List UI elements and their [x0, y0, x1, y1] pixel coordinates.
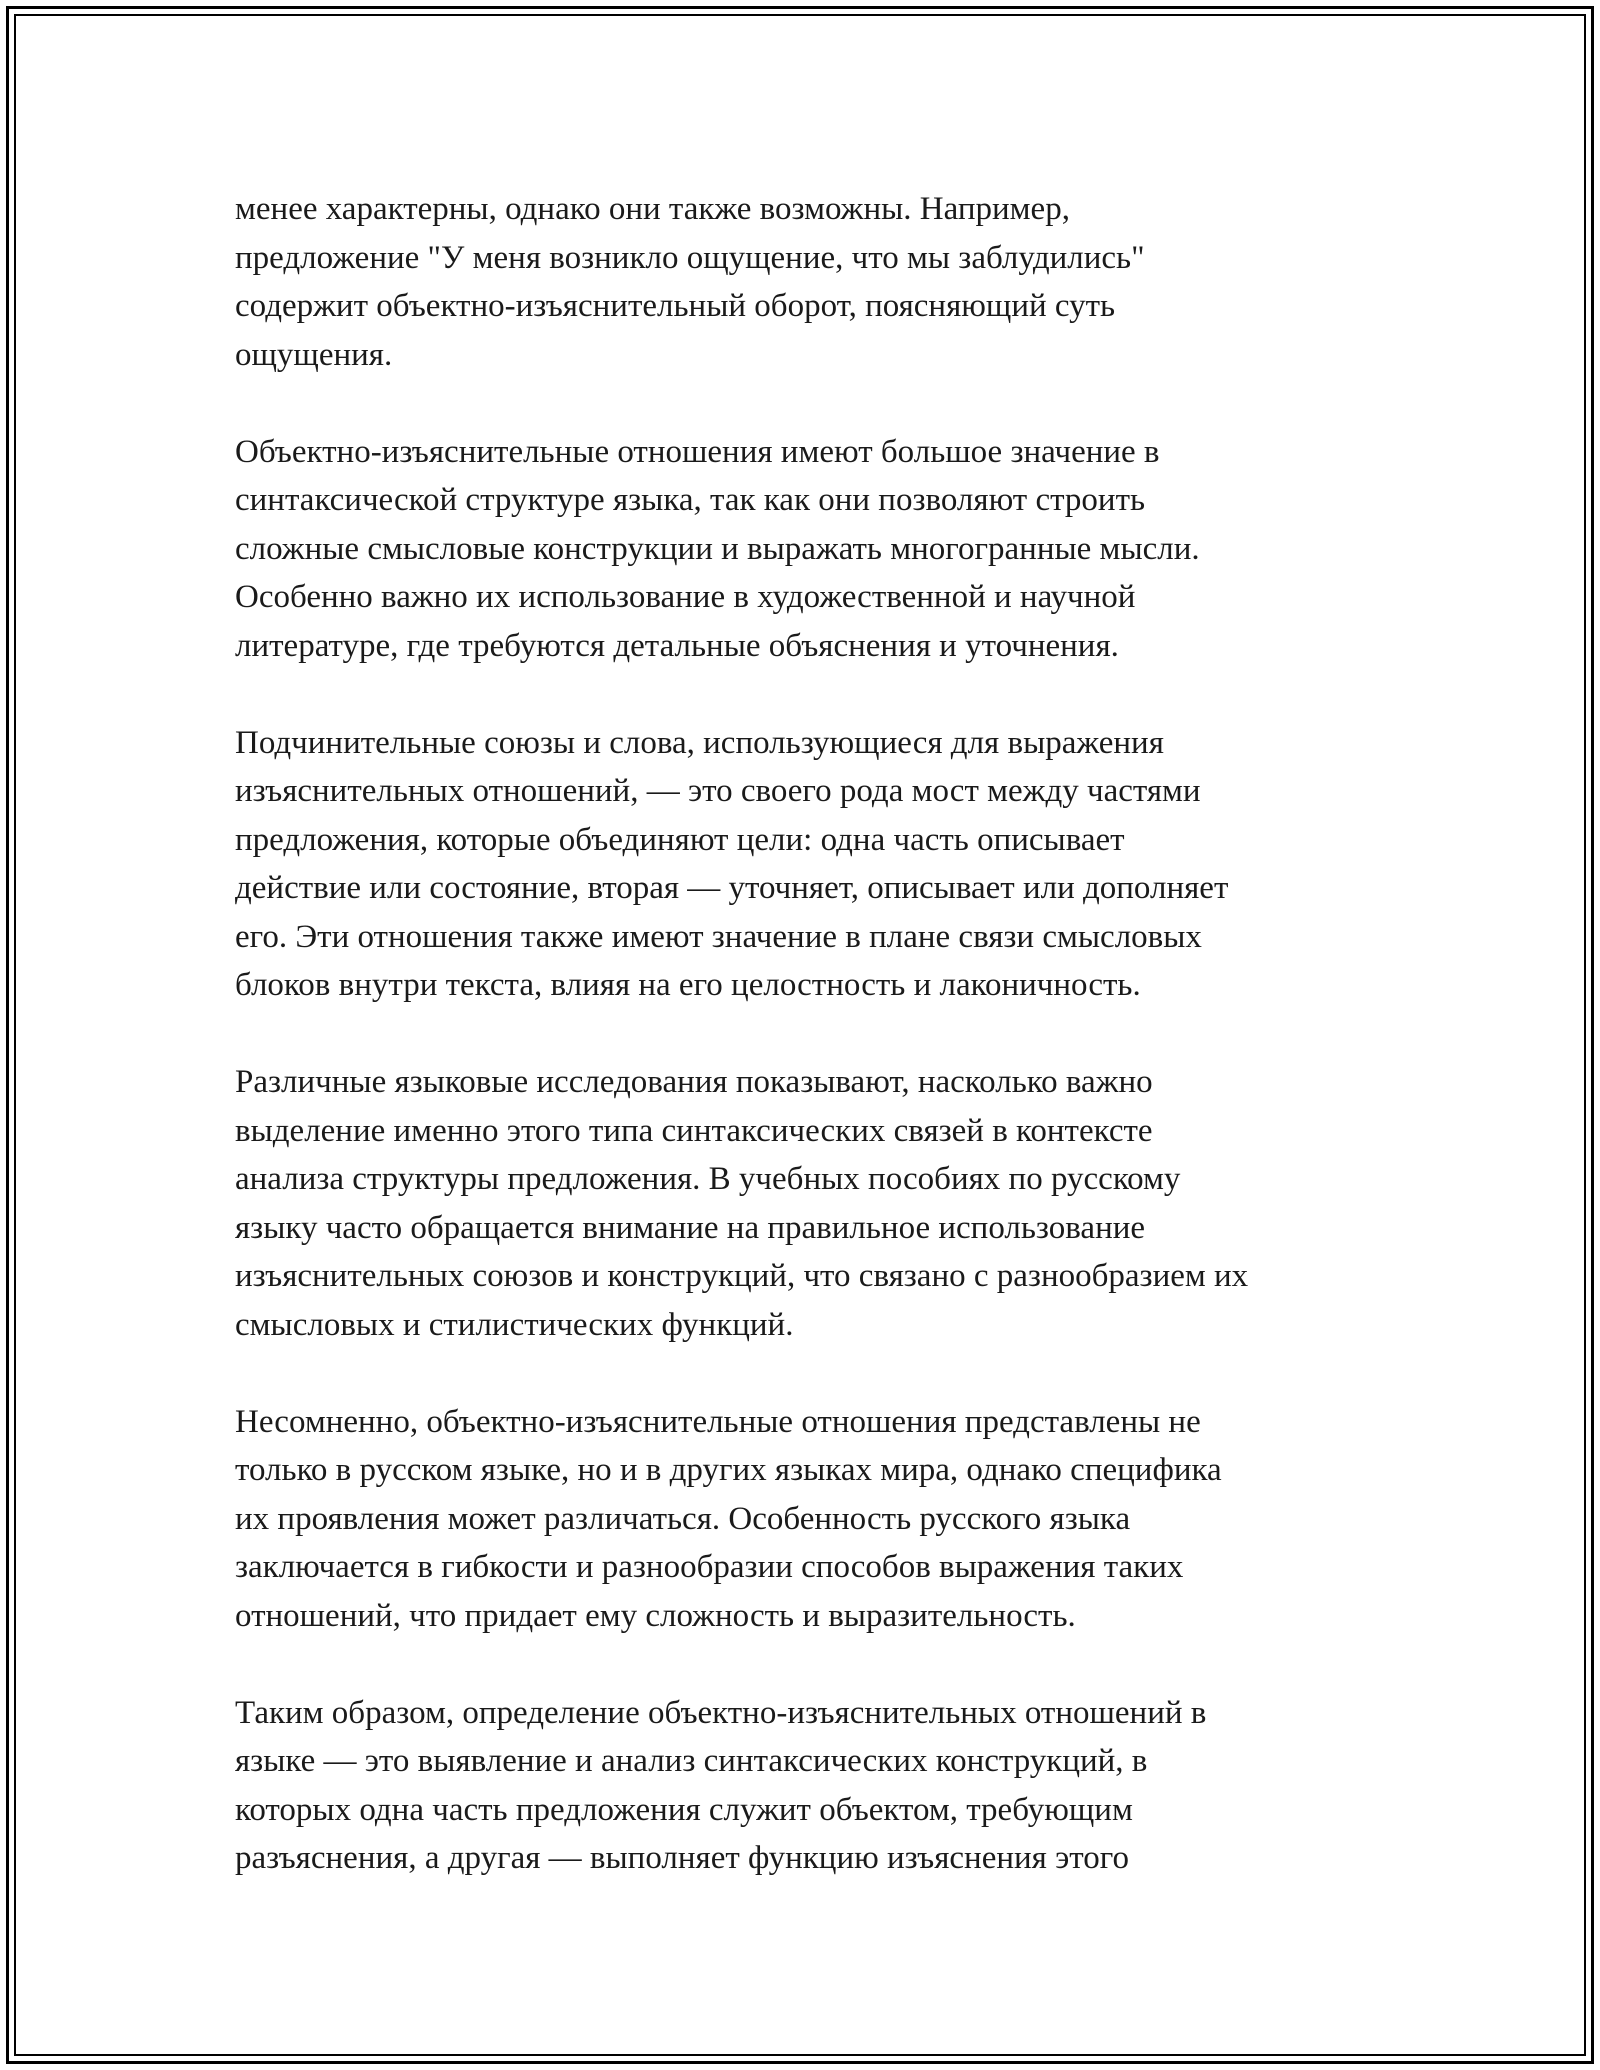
text-line: только в русском языке, но и в других языках мира, однако специфика [235, 1452, 1222, 1488]
text-line: литературе, где требуются детальные объяснения и уточнения. [235, 627, 1119, 664]
text-line: языку часто обращается внимание на правильное использование [235, 1209, 1146, 1246]
paragraph-5 [235, 1398, 1385, 1641]
text-line: сложные смысловые конструкции и выражать многогранные мысли. [235, 530, 1200, 567]
text-line: Несомненно, объектно-изъяснительные отношения представлены не [235, 1403, 1201, 1440]
text-line: Различные языковые исследования показывают, насколько важно [235, 1064, 1153, 1100]
text-line: изъяснительных отношений, — это своего рода мост между частями [235, 773, 1201, 809]
text-line: которых одна часть предложения служит объектом, требующим [235, 1791, 1133, 1828]
text-line: Подчинительные союзы и слова, использующиеся для выражения [235, 724, 1164, 761]
text-line: Таким образом, определение объектно-изъяснительных отношений в [235, 1694, 1207, 1731]
text-line: блоков внутри текста, влияя на его целостность и лаконичность. [235, 967, 1141, 1003]
document-body [235, 185, 1385, 1931]
text-line: отношений, что придает ему сложность и выразительность. [235, 1597, 1076, 1634]
text-line: их проявления может различаться. Особенность русского языка [235, 1500, 1131, 1537]
text-line: действие или состояние, вторая — уточняет, описывает или дополняет [235, 870, 1229, 906]
text-line: Объектно-изъяснительные отношения имеют большое значение в [235, 433, 1160, 470]
text-line: анализа структуры предложения. В учебных пособиях по русскому [235, 1161, 1181, 1197]
text-line: изъяснительных союзов и конструкций, что связано с разнообразием их [235, 1258, 1249, 1294]
paragraph-1 [235, 185, 1385, 379]
text-line: менее характерны, однако они также возможны. Например, [235, 191, 1070, 227]
text-line: его. Эти отношения также имеют значение в плане связи смысловых [235, 918, 1202, 955]
text-line: языке — это выявление и анализ синтаксических конструкций, в [235, 1743, 1148, 1779]
paragraph-4 [235, 1058, 1385, 1349]
paragraph-6 [235, 1689, 1385, 1883]
text-line: выделение именно этого типа синтаксических связей в контексте [235, 1112, 1153, 1149]
text-line: содержит объектно-изъяснительный оборот, поясняющий суть [235, 288, 1116, 324]
text-line: Особенно важно их использование в художественной и научной [235, 579, 1136, 615]
paragraph-2 [235, 428, 1385, 671]
paragraph-3 [235, 719, 1385, 1010]
text-line: ощущения. [235, 336, 393, 373]
text-line: синтаксической структуре языка, так как они позволяют строить [235, 482, 1146, 518]
text-line: предложения, которые объединяют цели: одна часть описывает [235, 821, 1125, 858]
text-line: смысловых и стилистических функций. [235, 1306, 794, 1343]
text-line: разъяснения, а другая — выполняет функцию изъяснения этого [235, 1840, 1129, 1876]
text-line: предложение "У меня возникло ощущение, что мы заблудились" [235, 239, 1145, 276]
text-line: заключается в гибкости и разнообразии способов выражения таких [235, 1549, 1184, 1585]
